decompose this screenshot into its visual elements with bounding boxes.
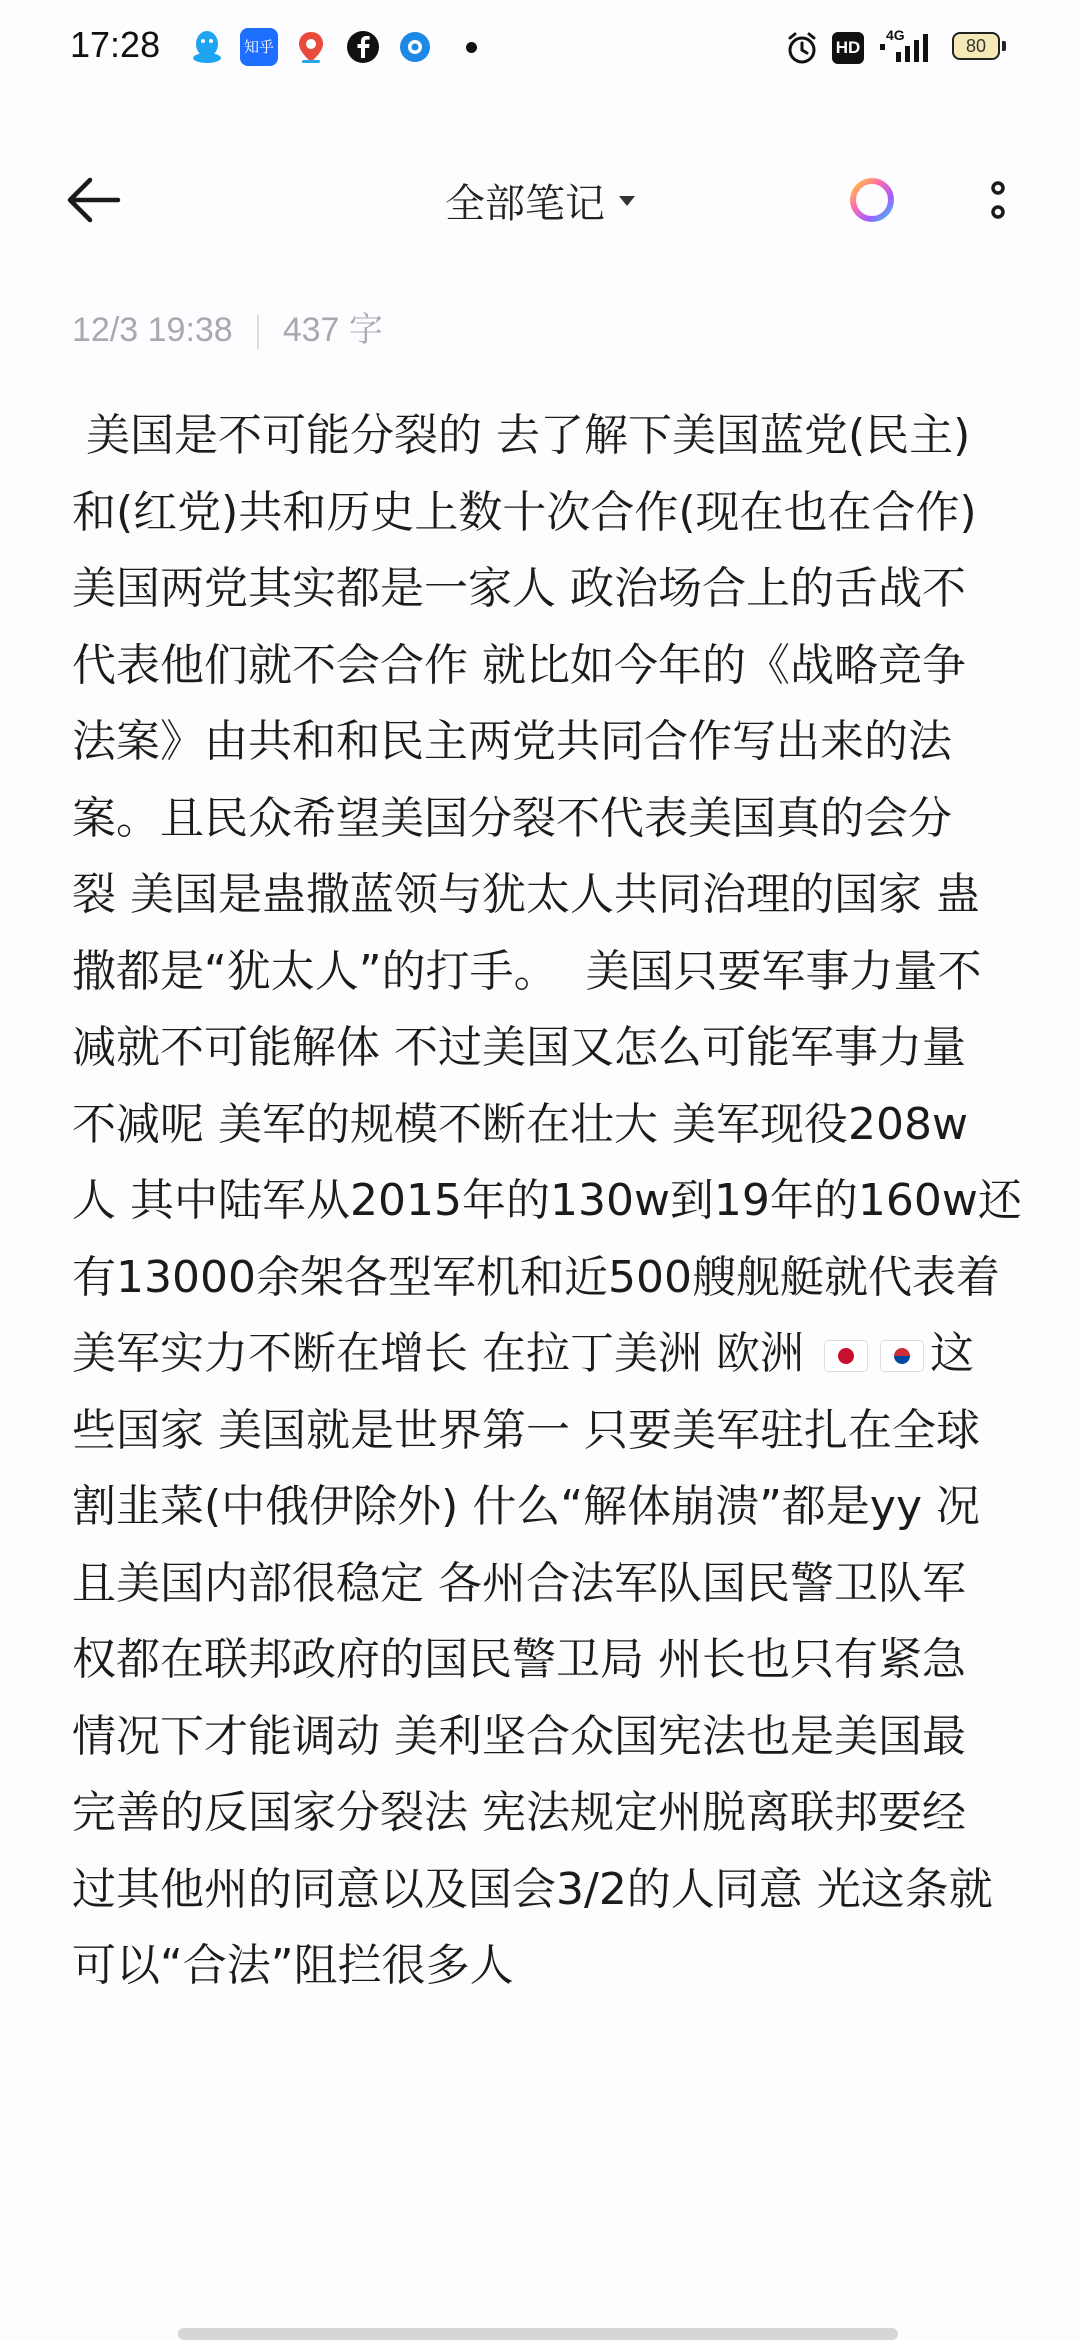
note-line: 法案》由共和和民主两党共同合作写出来的法 — [72, 716, 952, 767]
note-line: 过其他州的同意以及国会3/2的人同意 光这条就 — [72, 1863, 993, 1915]
battery-tip — [1002, 41, 1006, 51]
note-line: 案。且民众希望美国分裂不代表美国真的会分 — [72, 792, 952, 844]
qq-icon — [188, 28, 226, 66]
map-pin-icon — [292, 28, 330, 66]
japan-flag-icon — [824, 1340, 868, 1372]
note-line: 些国家 美国就是世界第一 只要美军驻扎在全球 — [72, 1404, 980, 1456]
status-bar — [0, 0, 1080, 96]
note-line: 美国是不可能分裂的 去了解下美国蓝党(民主) — [72, 410, 971, 461]
bottom-scroll-indicator[interactable] — [178, 2328, 898, 2340]
signal-icon — [876, 26, 936, 66]
note-line: 代表他们就不会合作 就比如今年的《战略竞争 — [72, 639, 966, 691]
note-line: 完善的反国家分裂法 宪法规定州脱离联邦要经 — [72, 1787, 966, 1838]
note-line: 情况下才能调动 美利坚合众国宪法也是美国最 — [72, 1710, 966, 1762]
color-ring-icon[interactable] — [846, 174, 898, 226]
note-date: 12/3 19:38 — [72, 311, 233, 349]
status-time: 17:28 — [70, 24, 161, 65]
note-line: 人 其中陆军从2015年的130w到19年的160w还 — [72, 1175, 1022, 1226]
note-line: 裂 美国是蛊撒蓝领与犹太人共同治理的国家 蛊 — [72, 869, 980, 920]
page-title: 全部笔记 — [445, 181, 605, 227]
note-line-text: 美军实力不断在增长 在拉丁美洲 欧洲 — [72, 1328, 818, 1379]
circle-app-icon — [396, 28, 434, 66]
note-line: 且美国内部很稳定 各州合法军队国民警卫队军 — [72, 1557, 966, 1609]
note-line: 可以“合法”阻拦很多人 — [72, 1940, 514, 1991]
note-line: 美国两党其实都是一家人 政治场合上的舌战不 — [72, 563, 966, 614]
more-vertical-icon[interactable] — [980, 172, 1016, 232]
note-line-text: 这 — [929, 1328, 974, 1379]
zhihu-icon: 知乎 — [240, 28, 278, 66]
dot-icon — [466, 42, 477, 53]
note-line-with-flags — [72, 1316, 1017, 1393]
meta-divider — [257, 315, 259, 349]
south-korea-flag-icon — [880, 1340, 924, 1372]
battery-level: 80 — [952, 32, 1000, 60]
note-line: 和(红党)共和历史上数十次合作(现在也在合作) — [72, 486, 977, 538]
note-word-count: 437 字 — [282, 311, 383, 349]
hd-icon: HD — [832, 32, 864, 64]
note-line: 撒都是“犹太人”的打手。 美国只要军事力量不 — [72, 945, 982, 997]
facebook-icon — [344, 28, 382, 66]
note-line: 减就不可能解体 不过美国又怎么可能军事力量 — [72, 1022, 966, 1073]
battery-icon — [952, 32, 1008, 62]
note-line: 权都在联邦政府的国民警卫局 州长也只有紧急 — [72, 1634, 966, 1685]
note-line: 不减呢 美军的规模不断在壮大 美军现役208w — [72, 1098, 968, 1150]
note-body[interactable] — [72, 398, 1022, 2005]
alarm-icon — [784, 30, 820, 66]
note-meta — [72, 302, 383, 351]
note-line: 有13000余架各型军机和近500艘舰艇就代表着 — [72, 1251, 1000, 1303]
caret-down-icon — [619, 196, 635, 206]
network-type-label: 4G — [886, 27, 905, 43]
note-line: 割韭菜(中俄伊除外) 什么“解体崩溃”都是yy 况 — [72, 1481, 980, 1532]
folder-selector[interactable] — [0, 172, 1080, 229]
app-header — [0, 150, 1080, 250]
